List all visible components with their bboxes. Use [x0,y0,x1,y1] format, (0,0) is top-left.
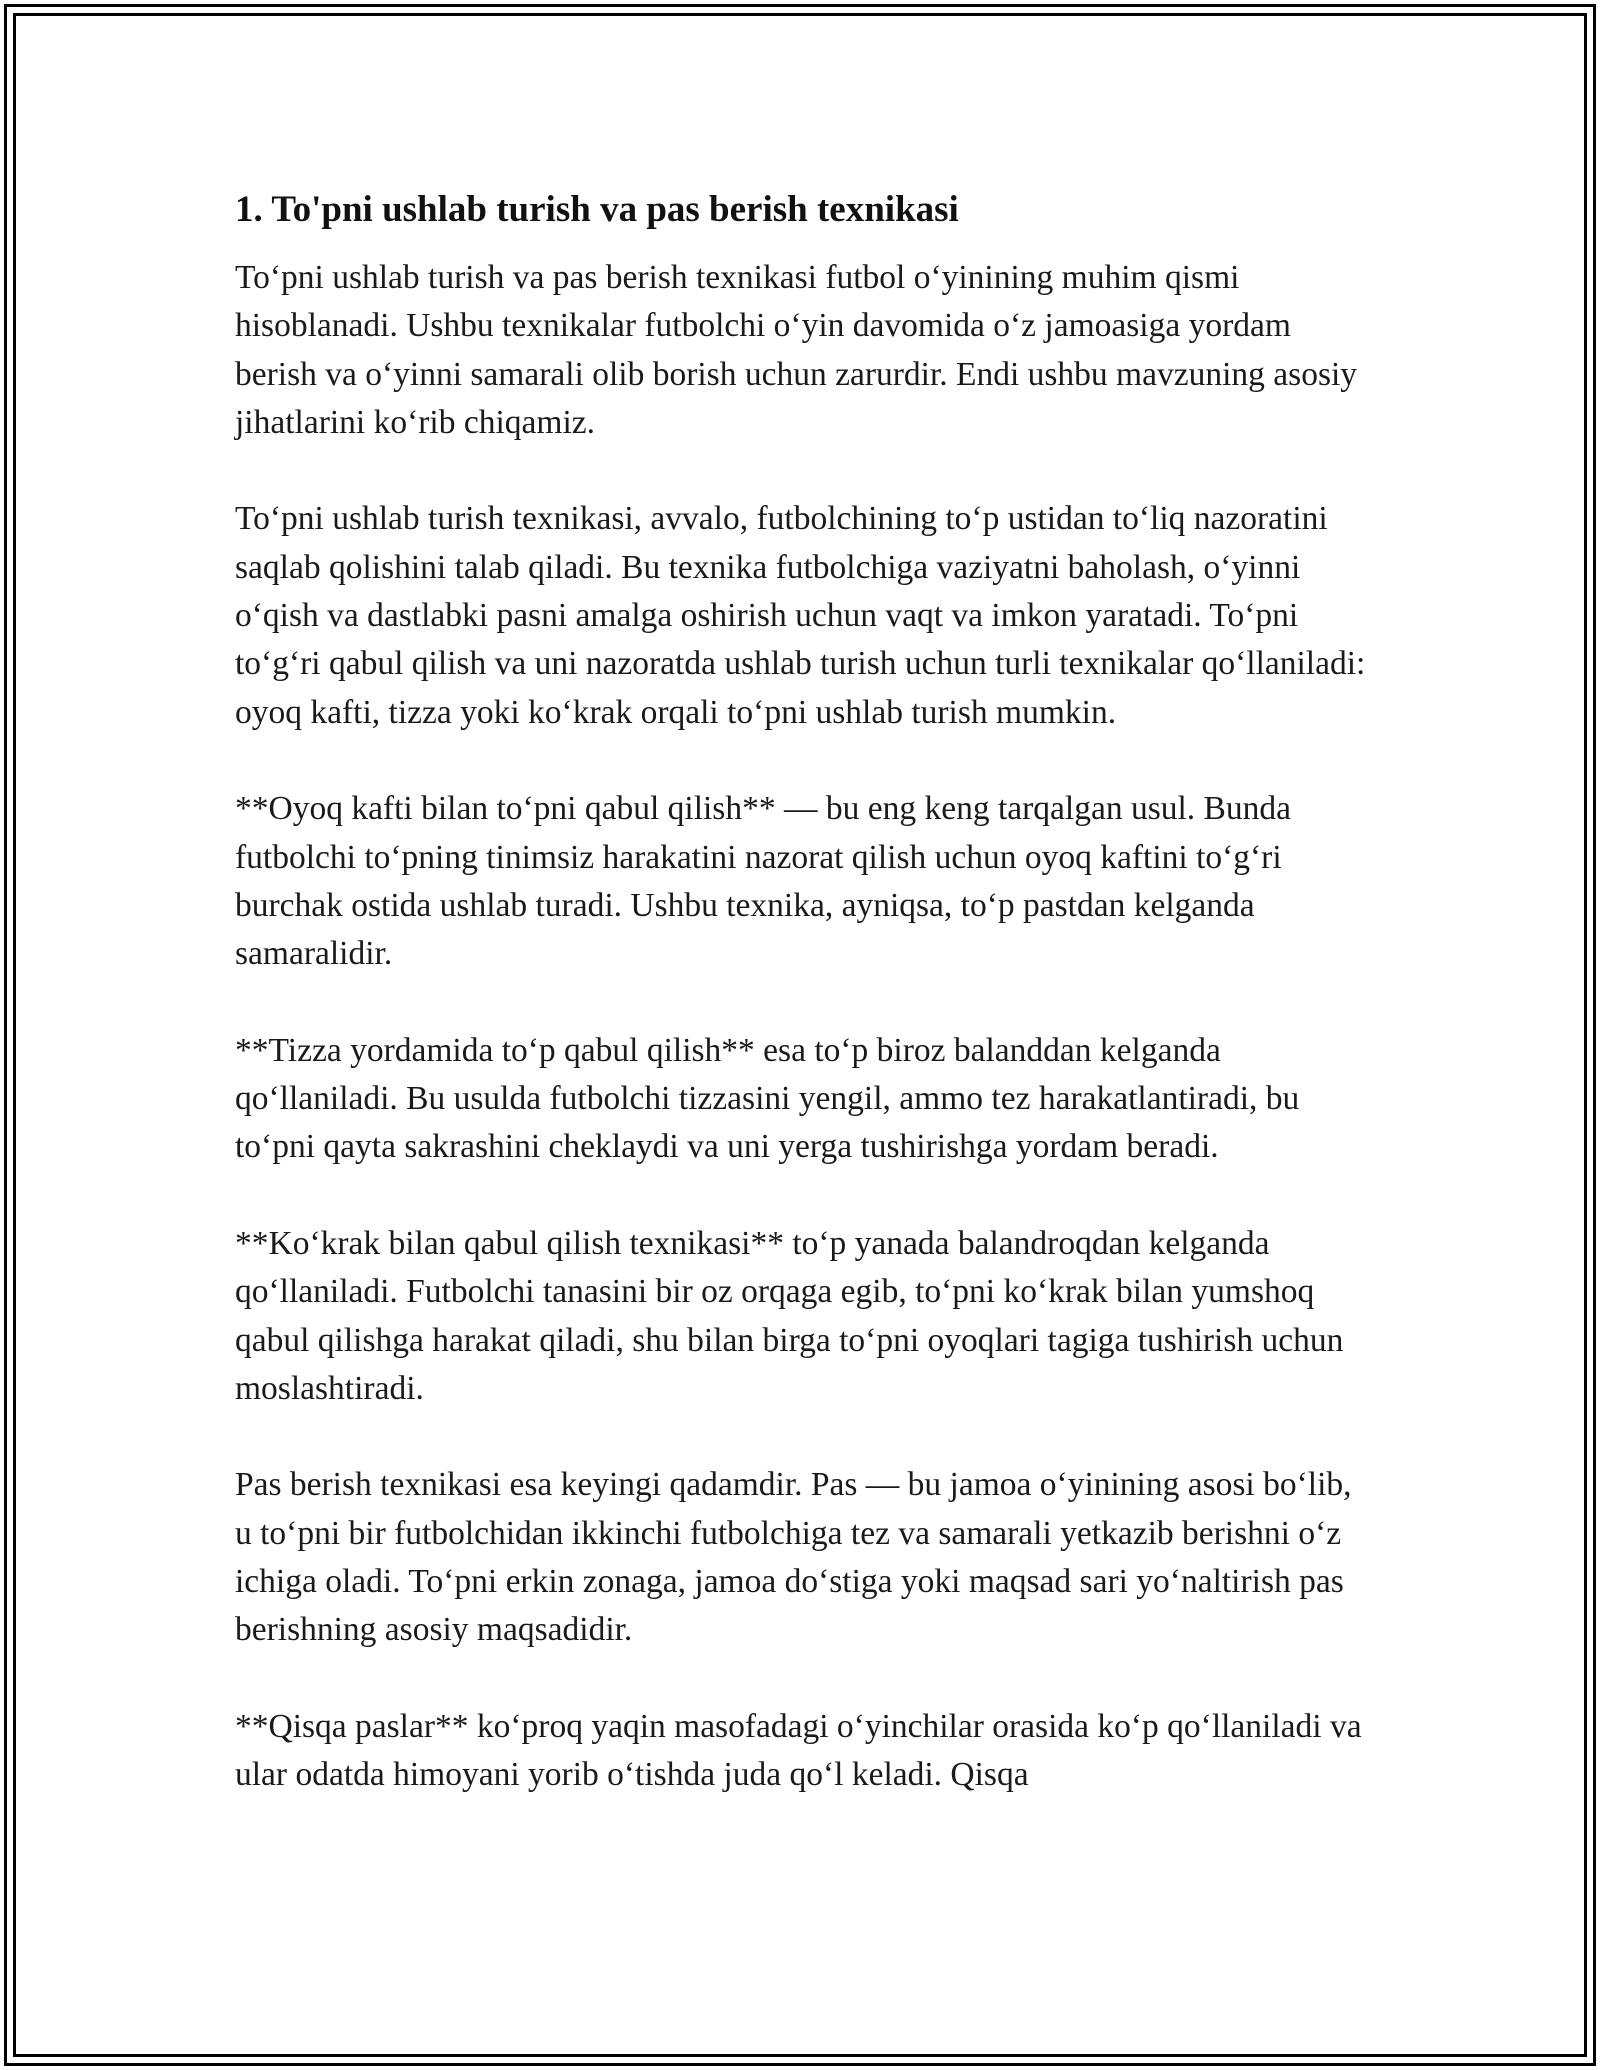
paragraph-ball-control: To‘pni ushlab turish texnikasi, avvalo, futbolchining to‘p ustidan to‘liq nazoratini saqlab qolishini talab qiladi. Bu texnika futbolchiga vaziyatni baholash, o‘yinni o‘qish va dastlabki pasni amalga oshirish uchun vaqt va imkon yaratadi. To‘pni to‘g‘ri qabul qilish va uni nazoratda ushlab turish uchun turli texnikalar qo‘llaniladi: oyoq kafti, tizza yoki ko‘krak orqali to‘pni ushlab turish mumkin. [235,500,1366,731]
paragraph-foot-reception: **Oyoq kafti bilan to‘pni qabul qilish** — bu eng keng tarqalgan usul. Bunda futbolchi to‘pning tinimsiz harakatini nazorat qilish uchun oyoq kaftini to‘g‘ri burchak ostida ushlab turadi. Ushbu texnika, ayniqsa, to‘p pastdan kelganda samaralidir. [235,790,1292,973]
paragraph-knee-reception: **Tizza yordamida to‘p qabul qilish** esa to‘p biroz balanddan kelganda qo‘llaniladi. Bu usulda futbolchi tizzasini yengil, ammo tez harakatlantiradi, bu to‘pni qayta sakrashini cheklaydi va uni yerga tushirishga yordam beradi. [235,1031,1300,1166]
paragraph-short-passes: **Qisqa paslar** ko‘proq yaqin masofadagi o‘yinchilar orasida ko‘p qo‘llaniladi va ular odatda himoyani yorib o‘tishda juda qo‘l keladi. Qisqa [235,1707,1362,1794]
paragraph-passing: Pas berish texnikasi esa keyingi qadamdir. Pas — bu jamoa o‘yinining asosi bo‘lib, u to‘pni bir futbolchidan ikkinchi futbolchiga tez va samarali yetkazib berishni o‘z ichiga oladi. To‘pni erkin zonaga, jamoa do‘stiga yoki maqsad sari yo‘naltirish pas berishning asosiy maqsadidir. [235,1466,1352,1649]
document-body [235,186,1375,1800]
section-heading: 1. To'pni ushlab turish va pas berish texnikasi [235,189,959,230]
paragraph-intro: To‘pni ushlab turish va pas berish texnikasi futbol o‘yinining muhim qismi hisoblanadi. Ushbu texnikalar futbolchi o‘yin davomida o‘z jamoasiga yordam berish va o‘yinni samarali olib borish uchun zarurdir. Endi ushbu mavzuning asosiy jihatlarini ko‘rib chiqamiz. [235,259,1358,441]
paragraph-chest-reception: **Ko‘krak bilan qabul qilish texnikasi** to‘p yanada balandroqdan kelganda qo‘llaniladi. Futbolchi tanasini bir oz orqaga egib, to‘pni ko‘krak bilan yumshoq qabul qilishga harakat qiladi, shu bilan birga to‘pni oyoqlari tagiga tushirish uchun moslashtiradi. [235,1224,1344,1407]
